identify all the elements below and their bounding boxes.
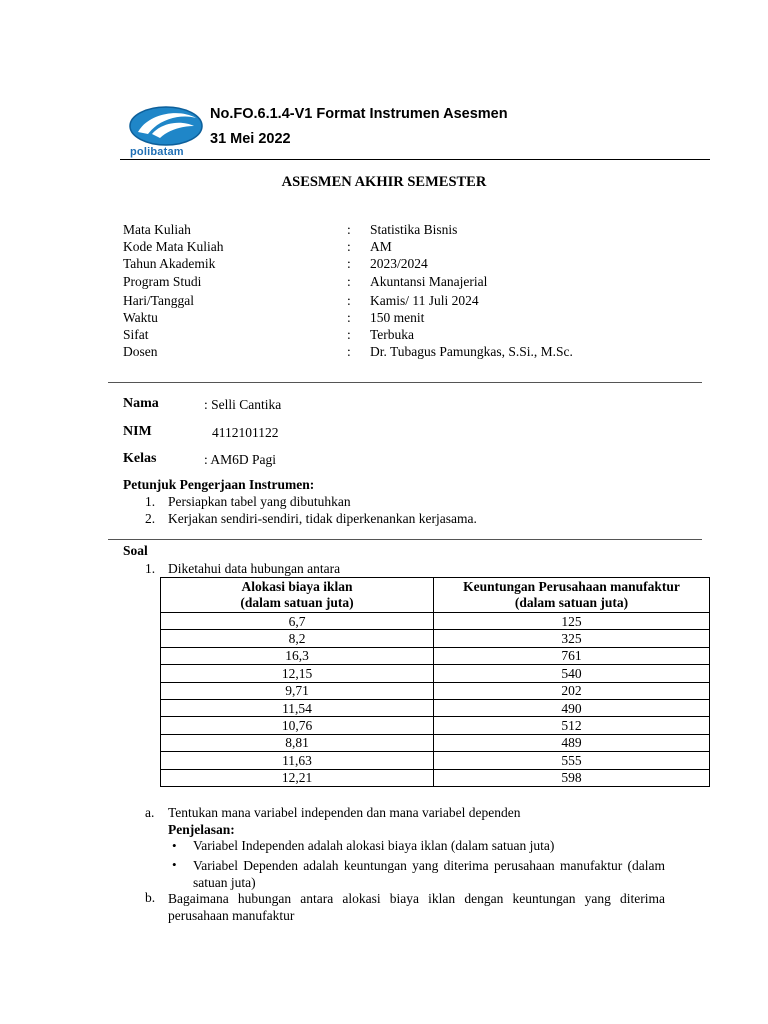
meta-value: Statistika Bisnis [370,222,458,237]
table-cell: 490 [434,699,710,716]
meta-row [123,293,723,310]
meta-row [123,327,723,344]
polibatam-logo-emblem [126,104,206,148]
form-code: No.FO.6.1.4-V1 Format Instrumen Asesmen [210,106,508,122]
table-cell: 9,71 [161,682,434,699]
meta-label: Program Studi [123,274,202,289]
table-cell: 11,54 [161,699,434,716]
instruction-text: Kerjakan sendiri-sendiri, tidak diperkenankan kerjasama. [168,511,477,526]
header-line: (dalam satuan juta) [514,595,629,610]
table-cell: 8,81 [161,734,434,751]
table-row [161,699,710,716]
explanation-label: Penjelasan: [168,822,235,837]
header-line: (dalam satuan juta) [240,595,354,610]
sub-question-letter: a. [145,805,155,820]
meta-label: Mata Kuliah [123,222,191,237]
meta-colon: : [347,310,351,325]
instruction-text: Persiapkan tabel yang dibutuhkan [168,494,351,509]
meta-label: Tahun Akademik [123,256,216,271]
meta-value: 150 menit [370,310,425,325]
meta-row [123,274,723,291]
meta-value: Dr. Tubagus Pamungkas, S.Si., M.Sc. [370,344,573,359]
data-table [160,577,710,787]
table-header-row [161,578,710,613]
sub-question-letter: b. [145,890,156,905]
meta-row [123,310,723,327]
meta-colon: : [347,344,351,359]
bullet-icon: • [172,838,177,853]
table-cell: 12,21 [161,769,434,786]
table-row [161,752,710,769]
meta-row [123,222,723,239]
student-name-value: : Selli Cantika [204,397,282,412]
logo-text: polibatam [130,146,184,158]
header-line: Keuntungan Perusahaan manufaktur [463,579,680,594]
meta-row [123,239,723,256]
table-cell: 16,3 [161,647,434,664]
student-nim-value: 4112101122 [212,425,279,440]
meta-label: Kode Mata Kuliah [123,239,224,254]
meta-label: Sifat [123,327,149,342]
meta-divider [108,382,702,383]
student-name-label: Nama [123,396,159,411]
header-line: Alokasi biaya iklan [241,579,353,594]
table-cell: 598 [434,769,710,786]
polibatam-logo [126,104,206,160]
table-cell: 10,76 [161,717,434,734]
student-class-value: : AM6D Pagi [204,452,277,467]
table-cell: 8,2 [161,630,434,647]
table-row [161,717,710,734]
meta-value: AM [370,239,392,254]
table-cell: 325 [434,630,710,647]
table-cell: 12,15 [161,665,434,682]
table-row [161,613,710,630]
table-cell: 11,63 [161,752,434,769]
table-row [161,682,710,699]
meta-colon: : [347,293,351,308]
instruction-item [145,494,155,510]
meta-value: Kamis/ 11 Juli 2024 [370,293,479,308]
table-row [161,734,710,751]
table-row [161,630,710,647]
meta-row [123,256,723,273]
instruction-number: 2. [145,511,156,526]
table-cell: 540 [434,665,710,682]
bullet-icon: • [172,857,177,872]
table-cell: 125 [434,613,710,630]
table-header-ad-cost [161,578,434,613]
meta-row [123,344,723,361]
table-row [161,665,710,682]
question-number: 1. [145,561,156,576]
page-title: ASESMEN AKHIR SEMESTER [281,174,487,190]
student-class-label: Kelas [123,451,157,466]
meta-label: Dosen [123,344,158,359]
explanation-bullet: Variabel Independen adalah alokasi biaya iklan (dalam satuan juta) [193,838,555,853]
header-divider [120,159,710,160]
student-nim-label: NIM [123,424,152,439]
table-cell: 6,7 [161,613,434,630]
table-row [161,769,710,786]
table-cell: 202 [434,682,710,699]
sub-question-text: Tentukan mana variabel independen dan mana variabel dependen [168,805,521,820]
sub-question-text: Bagaimana hubungan antara alokasi biaya iklan dengan keuntungan yang diterima perusahaan manufaktur [168,891,665,923]
meta-value: Terbuka [370,327,415,342]
form-date: 31 Mei 2022 [210,131,291,147]
explanation-bullet: Variabel Dependen adalah keuntungan yang diterima perusahaan manufaktur (dalam satuan juta) [193,858,665,890]
meta-label: Hari/Tanggal [123,293,195,308]
question-text: Diketahui data hubungan antara [168,561,341,576]
instructions-heading: Petunjuk Pengerjaan Instrumen: [123,477,315,492]
soal-heading: Soal [123,543,148,558]
table-header-profit [434,578,710,613]
instructions-divider [108,539,702,540]
table-cell: 512 [434,717,710,734]
table-cell: 489 [434,734,710,751]
meta-colon: : [347,274,351,289]
instruction-number: 1. [145,494,156,509]
meta-value: 2023/2024 [370,256,428,271]
instruction-item [145,511,155,527]
table-row [161,647,710,664]
meta-colon: : [347,222,351,237]
meta-label: Waktu [123,310,158,325]
table-cell: 555 [434,752,710,769]
meta-colon: : [347,327,351,342]
meta-value: Akuntansi Manajerial [370,274,488,289]
meta-colon: : [347,239,351,254]
meta-colon: : [347,256,351,271]
table-cell: 761 [434,647,710,664]
